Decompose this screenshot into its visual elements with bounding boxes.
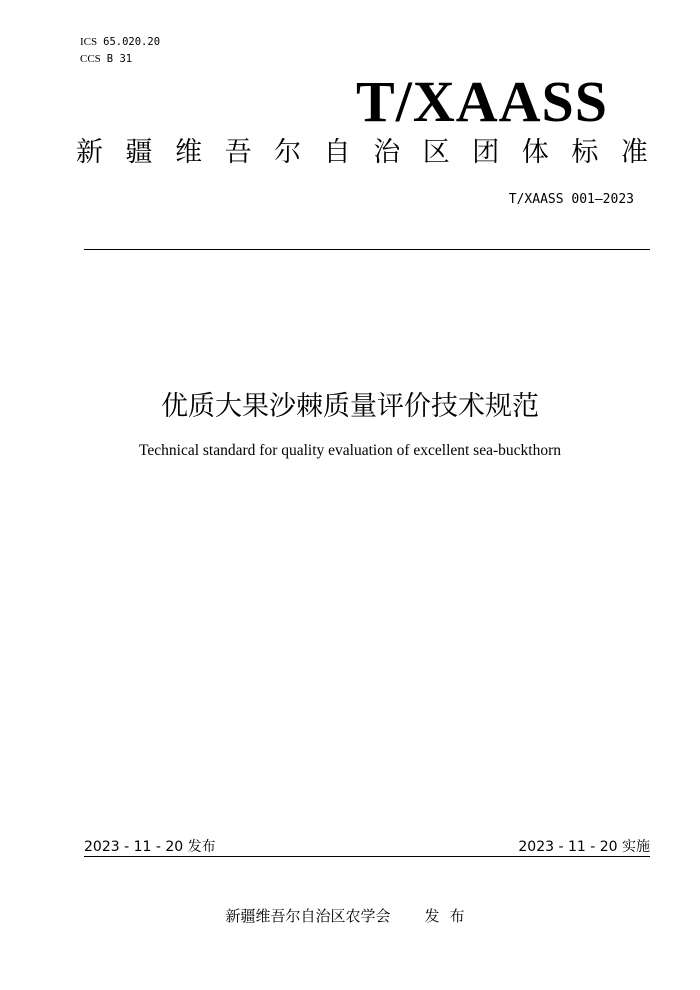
- org-title-char: 治: [373, 137, 401, 168]
- classification-codes: [80, 34, 160, 68]
- org-title-char: 标: [571, 137, 599, 168]
- org-title-char: 尔: [274, 137, 302, 168]
- ccs-code: [80, 51, 160, 68]
- standard-number: T/XAASS 001—2023: [508, 192, 634, 207]
- ccs-label: CCS: [80, 53, 101, 65]
- org-title-char: 体: [521, 137, 549, 168]
- document-title-chinese: 优质大果沙棘质量评价技术规范: [161, 391, 539, 422]
- ics-label: ICS: [80, 36, 98, 48]
- publisher-name: 新疆维吾尔自治区农学会: [225, 907, 391, 925]
- top-divider: [84, 249, 650, 250]
- org-standard-title: [76, 136, 648, 170]
- ics-value: 65.020.20: [103, 36, 161, 48]
- standard-logo: T/XAASS: [356, 69, 608, 134]
- org-title-char: 维: [175, 137, 203, 168]
- org-title-char: 团: [472, 137, 500, 168]
- implementation-date: 2023 - 11 - 20 实施: [518, 839, 650, 855]
- issue-date: 2023 - 11 - 20 发布: [84, 839, 216, 855]
- org-title-char: 准: [620, 137, 648, 168]
- ccs-value: B 31: [106, 53, 133, 65]
- org-title-char: 自: [323, 137, 351, 168]
- org-title-char: 吾: [224, 137, 252, 168]
- publish-verb: 发布: [424, 907, 475, 925]
- bottom-divider: [84, 856, 650, 857]
- document-title-english: Technical standard for quality evaluation of excellent sea-buckthorn: [139, 442, 561, 459]
- org-title-char: 区: [422, 137, 450, 168]
- ics-code: [80, 34, 160, 51]
- publisher-line: [0, 905, 700, 926]
- org-title-char: 疆: [125, 137, 153, 168]
- org-title-char: 新: [76, 137, 103, 168]
